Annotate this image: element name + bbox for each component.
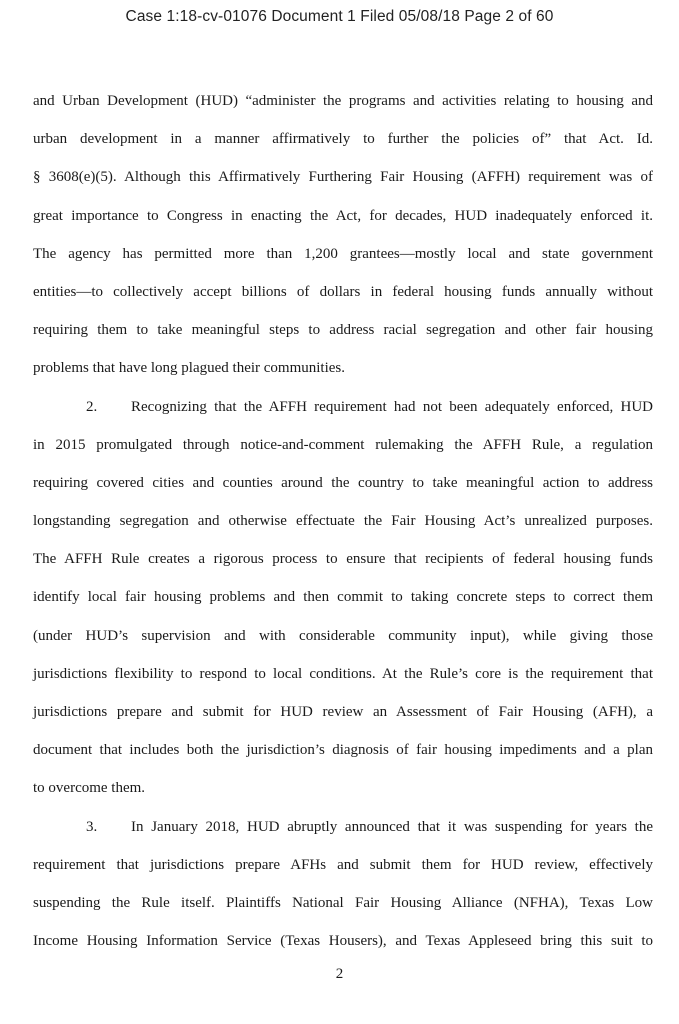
- paragraph-text: Recognizing that the AFFH requirement had not been adequately enforced, HUD: [131, 398, 653, 415]
- text-line: entities—to collectively accept billions of dollars in federal housing funds annually without: [33, 283, 653, 300]
- text-line: problems that have long plagued their communities.: [33, 360, 346, 377]
- text-line: in 2015 promulgated through notice-and-comment rulemaking the AFFH Rule, a regulation: [33, 436, 653, 453]
- text-line: document that includes both the jurisdiction’s diagnosis of fair housing impediments and a plan: [33, 742, 653, 759]
- text-line: great importance to Congress in enacting the Act, for decades, HUD inadequately enforced it.: [33, 207, 653, 224]
- text-line: jurisdictions prepare and submit for HUD review an Assessment of Fair Housing (AFH), a: [33, 704, 653, 720]
- text-line-part: urban development in a manner affirmatively to further the policies of” that Act. Id.: [33, 131, 653, 148]
- text-line: requirement that jurisdictions prepare AFHs and submit them for HUD review, effectively: [33, 856, 653, 873]
- text-line: Income Housing Information Service (Texas Housers), and Texas Appleseed bring this suit to: [33, 933, 653, 950]
- text-line: to overcome them.: [33, 780, 146, 797]
- text-line: requiring covered cities and counties around the country to take meaningful action to address: [33, 474, 653, 491]
- paragraph-number: 3.: [86, 818, 98, 835]
- text-line: jurisdictions flexibility to respond to local conditions. At the Rule’s core is the requirement that: [33, 665, 653, 682]
- text-line: (under HUD’s supervision and with considerable community input), while giving those: [33, 627, 653, 644]
- case-header: Case 1:18-cv-01076 Document 1 Filed 05/08/18 Page 2 of 60: [125, 8, 554, 25]
- paragraph-3-first-line: [33, 814, 653, 852]
- text-line: and Urban Development (HUD) “administer the programs and activities relating to housing and: [33, 93, 653, 109]
- text-line: requiring them to take meaningful steps to address racial segregation and other fair housing: [33, 322, 653, 339]
- text-line: The AFFH Rule creates a rigorous process to ensure that recipients of federal housing funds: [33, 551, 653, 568]
- paragraph-text: In January 2018, HUD abruptly announced that it was suspending for years the: [131, 818, 653, 835]
- text-line: longstanding segregation and otherwise effectuate the Fair Housing Act’s unrealized purposes.: [33, 513, 653, 530]
- document-body: [33, 88, 653, 966]
- paragraph-2-first-line: [33, 394, 653, 432]
- page-number: 2: [335, 966, 344, 982]
- text-line: [33, 126, 653, 164]
- text-line: suspending the Rule itself. Plaintiffs National Fair Housing Alliance (NFHA), Texas Low: [33, 894, 653, 911]
- text-line: § 3608(e)(5). Although this Affirmatively Furthering Fair Housing (AFFH) requirement was of: [33, 169, 653, 186]
- text-line: The agency has permitted more than 1,200 grantees—mostly local and state government: [33, 245, 653, 262]
- paragraph-number: 2.: [86, 398, 98, 415]
- text-line: identify local fair housing problems and then commit to taking concrete steps to correct them: [33, 589, 653, 606]
